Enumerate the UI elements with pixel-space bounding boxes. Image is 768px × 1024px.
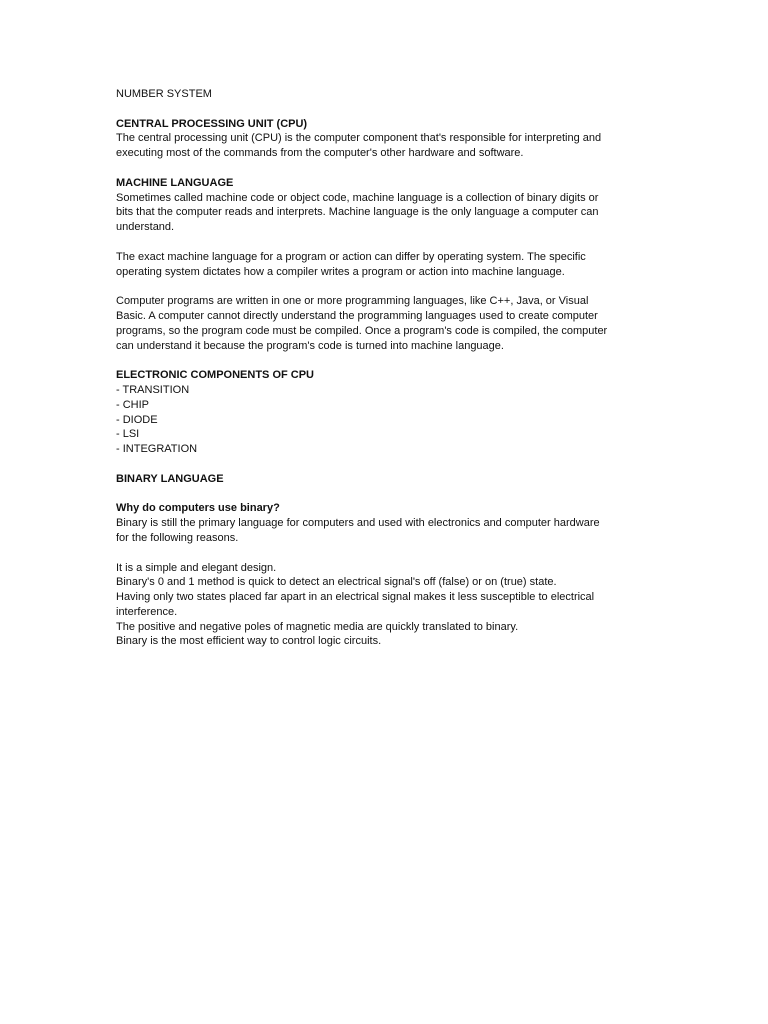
machine-language-para3-line: Basic. A computer cannot directly understand the programming languages used to create computer [116, 309, 598, 322]
component-list-item: - INTEGRATION [116, 443, 198, 456]
spacer [116, 279, 656, 294]
binary-intro-line: Binary is still the primary language for computers and used with electronics and computer hardware [116, 517, 600, 530]
spacer [116, 487, 656, 502]
binary-heading: BINARY LANGUAGE [116, 472, 224, 485]
spacer [116, 353, 656, 368]
binary-reason-line: It is a simple and elegant design. [116, 561, 277, 574]
machine-language-para1-line: understand. [116, 221, 175, 234]
machine-language-para1-line: Sometimes called machine code or object code, machine language is a collection of binary digits or [116, 191, 599, 204]
component-list-item: - DIODE [116, 413, 158, 426]
spacer [116, 457, 656, 472]
spacer [116, 235, 656, 250]
binary-reason-line: Having only two states placed far apart in an electrical signal makes it less susceptible to electrical [116, 591, 595, 604]
spacer [116, 546, 656, 561]
component-list-item: - CHIP [116, 398, 149, 411]
machine-language-para2-line: The exact machine language for a program or action can differ by operating system. The specific [116, 250, 586, 263]
machine-language-heading: MACHINE LANGUAGE [116, 176, 234, 189]
component-list-item: - LSI [116, 428, 140, 441]
cpu-text-line: The central processing unit (CPU) is the computer component that's responsible for interpreting and [116, 132, 602, 145]
spacer [116, 102, 656, 117]
component-list-item: - TRANSITION [116, 383, 190, 396]
machine-language-para3-line: programs, so the program code must be compiled. Once a program's code is compiled, the computer [116, 324, 608, 337]
machine-language-para3-line: can understand it because the program's code is turned into machine language. [116, 339, 504, 352]
binary-subheading: Why do computers use binary? [116, 502, 280, 515]
cpu-text-line: executing most of the commands from the computer's other hardware and software. [116, 147, 524, 160]
document-body [116, 87, 656, 649]
binary-reason-line: interference. [116, 605, 178, 618]
components-heading: ELECTRONIC COMPONENTS OF CPU [116, 369, 315, 382]
cpu-heading: CENTRAL PROCESSING UNIT (CPU) [116, 117, 308, 130]
binary-reason-line: Binary is the most efficient way to control logic circuits. [116, 635, 382, 648]
binary-reason-line: The positive and negative poles of magnetic media are quickly translated to binary. [116, 620, 519, 633]
binary-intro-line: for the following reasons. [116, 531, 239, 544]
machine-language-para2-line: operating system dictates how a compiler writes a program or action into machine language. [116, 265, 565, 278]
machine-language-para1-line: bits that the computer reads and interprets. Machine language is the only language a computer can [116, 206, 599, 219]
machine-language-para3-line: Computer programs are written in one or more programming languages, like C++, Java, or Visual [116, 295, 589, 308]
spacer [116, 161, 656, 176]
document-title: NUMBER SYSTEM [116, 88, 212, 100]
binary-reason-line: Binary's 0 and 1 method is quick to detect an electrical signal's off (false) or on (true) state. [116, 576, 557, 589]
